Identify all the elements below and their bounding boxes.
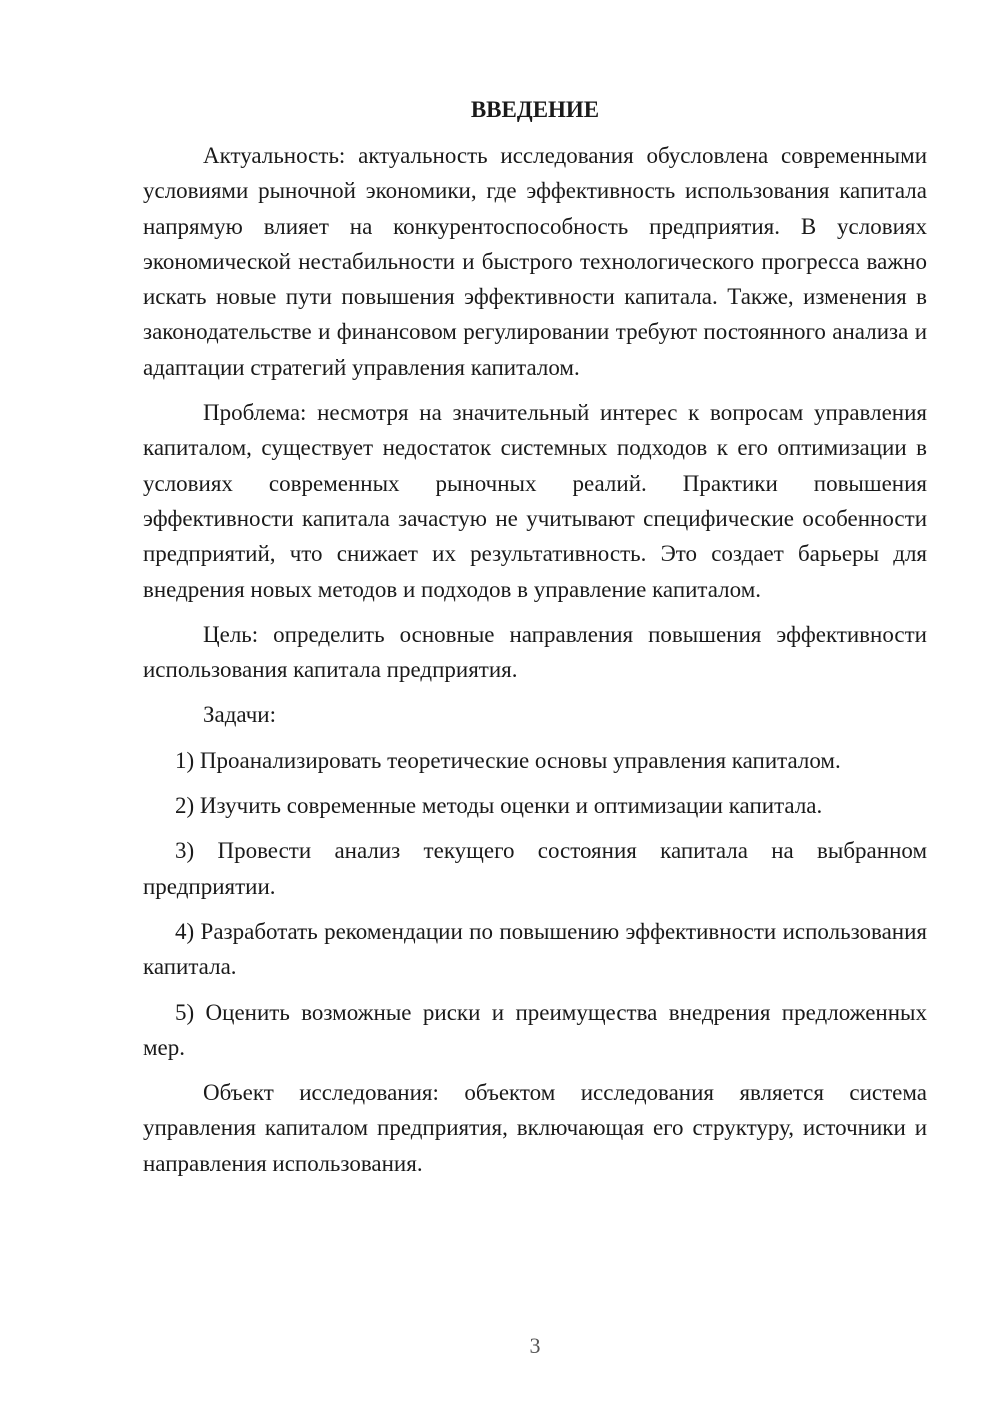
page-number: 3 xyxy=(529,1333,541,1358)
paragraph-problem: Проблема: несмотря на значительный интерес к вопросам управления капиталом, существует недостаток системных подходов к его оптимизации в условиях современных рыночных реалий. Практики повышения эффективности капитала зачастую не учитывают специфические особенности предприятий, что снижает их результативность. Это создает барьеры для внедрения новых методов и подходов в управление капиталом. xyxy=(143,400,927,602)
task-item: 5) Оценить возможные риски и преимущества внедрения предложенных мер. xyxy=(143,999,927,1060)
page-content xyxy=(143,95,927,1191)
task-item: 4) Разработать рекомендации по повышению эффективности использования капитала. xyxy=(143,918,927,980)
paragraph-goal: Цель: определить основные направления повышения эффективности использования капитала предприятия. xyxy=(143,621,927,683)
task-item: 3) Провести анализ текущего состояния капитала на выбранном предприятии. xyxy=(143,838,927,899)
paragraph-object: Объект исследования: объектом исследования является система управления капиталом предприятия, включающая его структуру, источники и направления использования. xyxy=(143,1080,927,1176)
task-item: 2) Изучить современные методы оценки и оптимизации капитала. xyxy=(175,793,823,819)
paragraph-relevance: Актуальность: актуальность исследования обусловлена современными условиями рыночной экономики, где эффективность использования капитала напрямую влияет на конкурентоспособность предприятия. В условиях экономической нестабильности и быстрого технологического прогресса важно искать новые пути повышения эффективности капитала. Также, изменения в законодательстве и финансовом регулировании требуют постоянного анализа и адаптации стратегий управления капиталом. xyxy=(143,143,927,380)
task-item: 1) Проанализировать теоретические основы управления капиталом. xyxy=(175,747,841,773)
section-title: ВВЕДЕНИЕ xyxy=(470,97,600,122)
tasks-heading: Задачи: xyxy=(203,702,276,728)
